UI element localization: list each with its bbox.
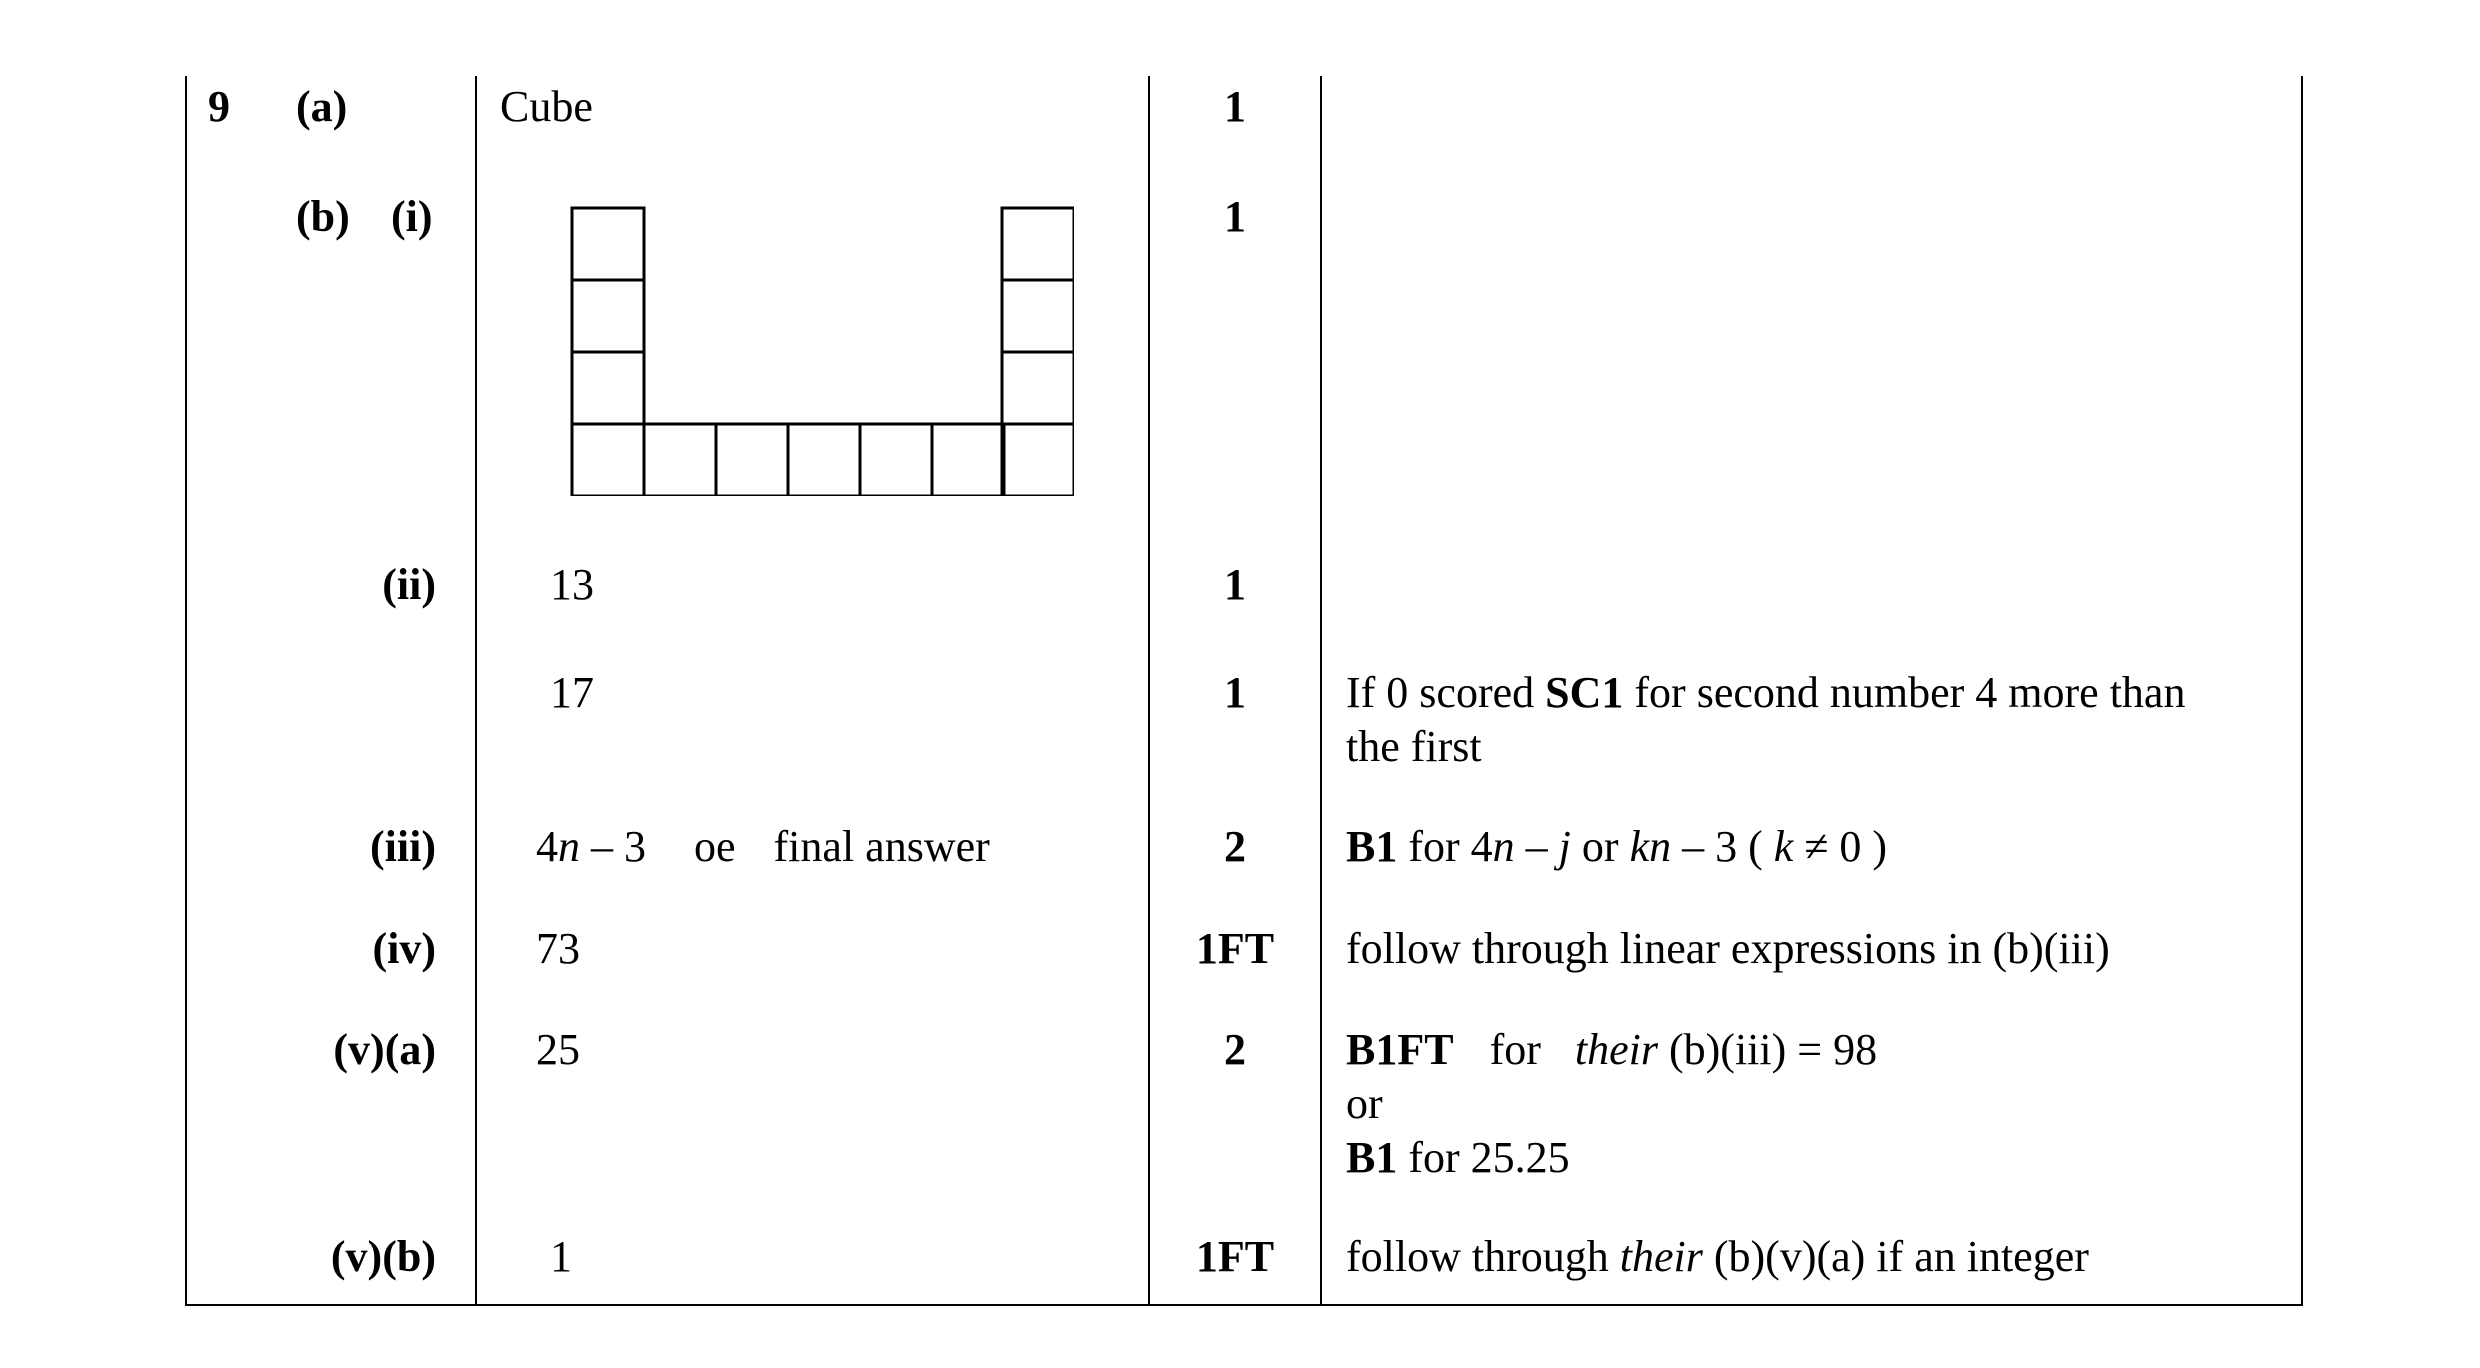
mark-ii-second: 1 — [1224, 668, 1246, 717]
label-v-a: (v)(a) — [333, 1025, 436, 1074]
grid-square — [572, 280, 644, 352]
u-shape-square-grid-icon — [570, 206, 1074, 496]
notes-iii: B1 for 4n – j or kn – 3 ( k ≠ 0 ) — [1346, 822, 1888, 871]
grid-square — [1002, 424, 1074, 496]
label-iv: (iv) — [372, 924, 436, 973]
column-divider-mark — [1320, 76, 1322, 1306]
grid-square — [572, 208, 644, 280]
sub-i-label: (i) — [391, 192, 433, 241]
label-v-b: (v)(b) — [330, 1232, 436, 1281]
label-iii: (iii) — [370, 822, 436, 871]
grid-square — [572, 352, 644, 424]
mark-b-i: 1 — [1224, 192, 1246, 241]
table-bottom-border — [185, 1304, 2303, 1306]
grid-square — [788, 424, 860, 496]
grid-square — [1002, 352, 1074, 424]
mark-iv: 1FT — [1195, 924, 1275, 973]
grid-square — [860, 424, 932, 496]
answer-iv: 73 — [536, 924, 580, 973]
mark-ii-first: 1 — [1224, 560, 1246, 609]
mark-a: 1 — [1224, 82, 1246, 131]
mark-v-a: 2 — [1224, 1025, 1246, 1074]
grid-square — [572, 424, 644, 496]
answer-ii-second: 17 — [550, 668, 594, 717]
grid-square — [716, 424, 788, 496]
answer-iii: 4n – 3 oe final answer — [536, 822, 990, 871]
part-a-label: (a) — [296, 82, 348, 131]
grid-square — [1002, 280, 1074, 352]
answer-v-b: 1 — [550, 1232, 572, 1281]
answer-ii-first: 13 — [550, 560, 594, 609]
answer-a: Cube — [500, 82, 593, 131]
column-divider-label — [475, 76, 477, 1306]
notes-ii-second: If 0 scored SC1 for second number 4 more than the first — [1346, 668, 2186, 771]
grid-square — [1002, 208, 1074, 280]
notes-iv: follow through linear expressions in (b)(iii) — [1346, 924, 2110, 973]
answer-v-a: 25 — [536, 1025, 580, 1074]
part-b-label: (b) — [296, 192, 350, 241]
grid-square — [932, 424, 1004, 496]
notes-v-a: B1FT for their (b)(iii) = 98 or B1 for 25.25 — [1346, 1025, 1878, 1182]
question-number: 9 — [208, 82, 230, 131]
table-border-right — [2301, 76, 2303, 1306]
mark-iii: 2 — [1224, 822, 1246, 871]
table-border-left — [185, 76, 187, 1306]
grid-square — [644, 424, 716, 496]
label-ii: (ii) — [382, 560, 436, 609]
mark-v-b: 1FT — [1195, 1232, 1275, 1281]
notes-v-b: follow through their (b)(v)(a) if an integer — [1346, 1232, 2089, 1281]
